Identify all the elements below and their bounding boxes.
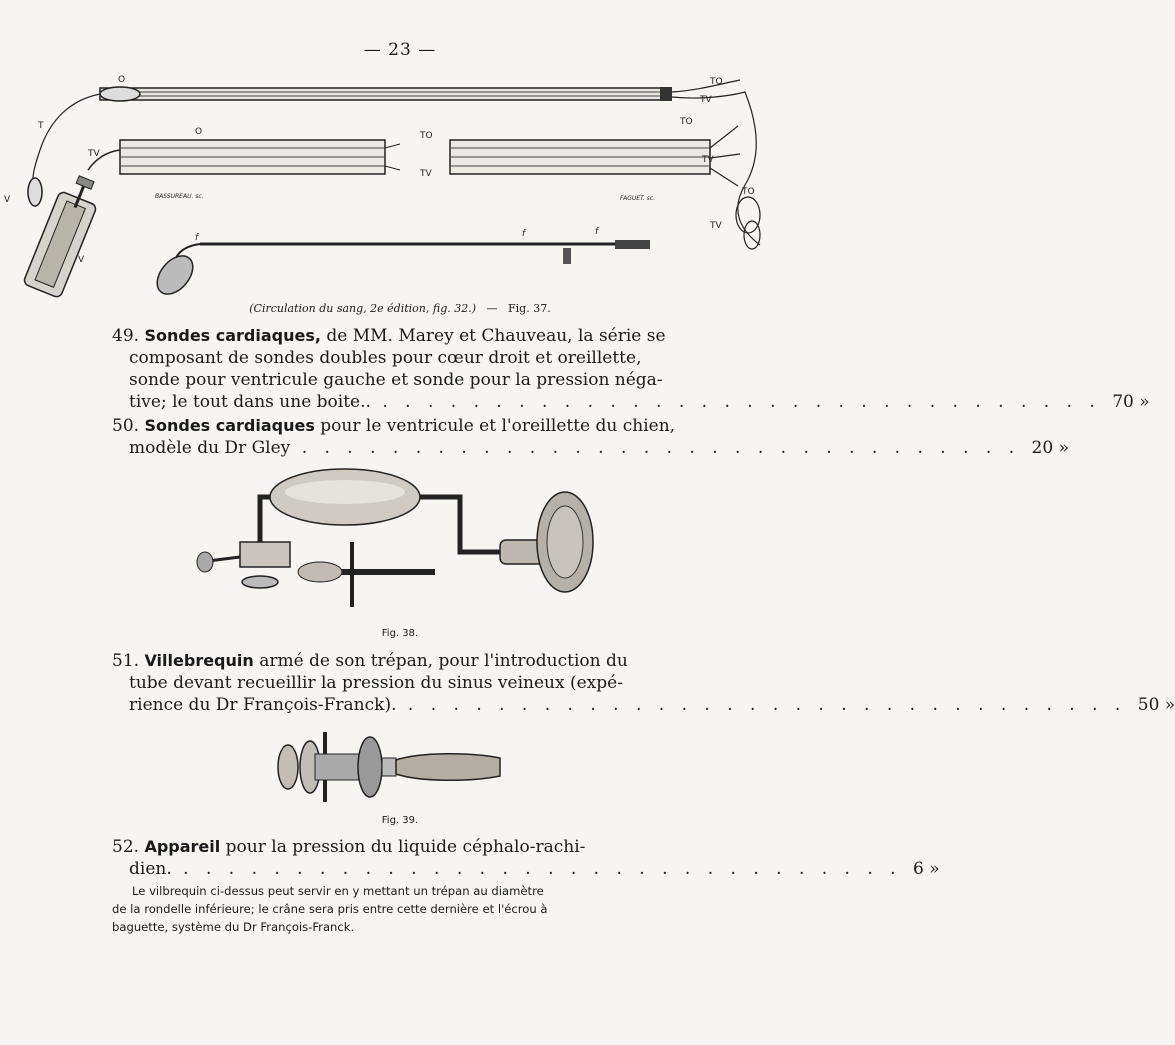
figure-39-caption: Fig. 39.	[381, 815, 419, 826]
label-t-left: T	[38, 121, 44, 131]
cardiac-probes-drawing	[0, 70, 800, 300]
item-text: dien.	[129, 859, 172, 879]
note-line: de la rondelle inférieure; le crâne sera pris entre cette dernière et l'écrou à	[112, 902, 548, 916]
price-unit: »	[1058, 438, 1069, 458]
leader-dots: . . . . . . . . . . . . . . . . . . . . . . . . . . . . . . . .	[301, 438, 1021, 458]
item-text: pour la pression du liquide céphalo-rachi-	[225, 837, 586, 857]
item-title: Villebrequin	[144, 651, 254, 670]
price-unit: »	[1164, 695, 1175, 715]
figure-38-illustration	[180, 462, 620, 622]
item-price: 50	[1137, 695, 1160, 715]
engraver-right: FAGUET. sc.	[620, 195, 656, 202]
label-to-top-right: TO	[710, 77, 723, 87]
item-text: tive; le tout dans une boite..	[129, 392, 371, 412]
leader-dots: . . . . . . . . . . . . . . . . . . . . . . . . . . . . . . . .	[407, 695, 1127, 715]
label-to-right: TO	[680, 117, 693, 127]
item-text: tube devant recueillir la pression du sinus veineux (expé-	[129, 673, 623, 693]
catalog-item-50	[112, 415, 1069, 459]
leader-dots: . . . . . . . . . . . . . . . . . . . . . . . . . . . . . . . .	[183, 859, 902, 879]
item-number: 52.	[112, 837, 140, 857]
price-unit: »	[929, 859, 940, 879]
catalog-item-52	[112, 836, 940, 880]
label-to-mid: TO	[420, 131, 433, 141]
item-price: 6	[913, 859, 924, 879]
item-number: 50.	[112, 416, 140, 436]
price-unit: »	[1139, 392, 1150, 412]
item-number: 51.	[112, 651, 140, 671]
item-text: sonde pour ventricule gauche et sonde pour la pression néga-	[129, 370, 663, 390]
label-tv-far: TV	[710, 221, 722, 231]
item-text: modèle du Dr Gley	[129, 438, 291, 458]
item-price: 20	[1031, 438, 1054, 458]
engraver-left: BASSUREAU. sc.	[155, 193, 204, 200]
note-line: Le vilbrequin ci-dessus peut servir en y mettant un trépan au diamètre	[132, 884, 544, 898]
caption-separator: —	[486, 302, 498, 315]
item-title: Sondes cardiaques	[144, 416, 315, 435]
figure-37-caption	[0, 302, 800, 315]
figure-38-caption: Fig. 38.	[381, 628, 419, 639]
item-price: 70	[1112, 392, 1134, 412]
item-title: Sondes cardiaques,	[144, 326, 321, 345]
footnote	[112, 882, 662, 936]
page-number: — 23 —	[363, 40, 437, 60]
label-v-left: V	[4, 195, 11, 205]
figure-37-illustration	[0, 70, 800, 300]
label-f3: f	[595, 227, 599, 237]
catalog-item-49	[112, 325, 1150, 413]
item-text: rience du Dr François-Franck).	[129, 695, 397, 715]
item-text: pour le ventricule et l'oreillette du chien,	[320, 416, 676, 436]
item-number: 49.	[112, 326, 140, 346]
label-f2: f	[522, 229, 526, 239]
label-f1: f	[195, 233, 199, 243]
brace-drill-drawing	[180, 462, 620, 622]
figure-39-illustration	[270, 722, 510, 812]
label-o-mid: O	[195, 127, 203, 137]
item-title: Appareil	[144, 837, 221, 856]
label-tv-mid: TV	[420, 169, 432, 179]
item-text: de MM. Marey et Chauveau, la série se	[326, 326, 666, 346]
label-tv-top-right: TV	[700, 95, 712, 105]
caption-source: (Circulation du sang, 2e édition, fig. 32.)	[249, 302, 477, 315]
leader-dots: . . . . . . . . . . . . . . . . . . . . . . . . . . . . . . . .	[382, 392, 1101, 412]
label-tv-left: TV	[88, 149, 100, 159]
catalog-item-51	[112, 650, 1175, 716]
note-line: baguette, système du Dr François-Franck.	[112, 920, 355, 934]
label-o-top: O	[118, 75, 126, 85]
item-text: armé de son trépan, pour l'introduction du	[259, 651, 628, 671]
label-v-bulb: V	[78, 255, 85, 265]
label-tv-right: TV	[702, 155, 714, 165]
trephine-apparatus-drawing	[270, 722, 510, 812]
label-to-far: TO	[742, 187, 755, 197]
caption-fig-37: Fig. 37.	[508, 302, 551, 315]
item-text: composant de sondes doubles pour cœur droit et oreillette,	[129, 348, 642, 368]
